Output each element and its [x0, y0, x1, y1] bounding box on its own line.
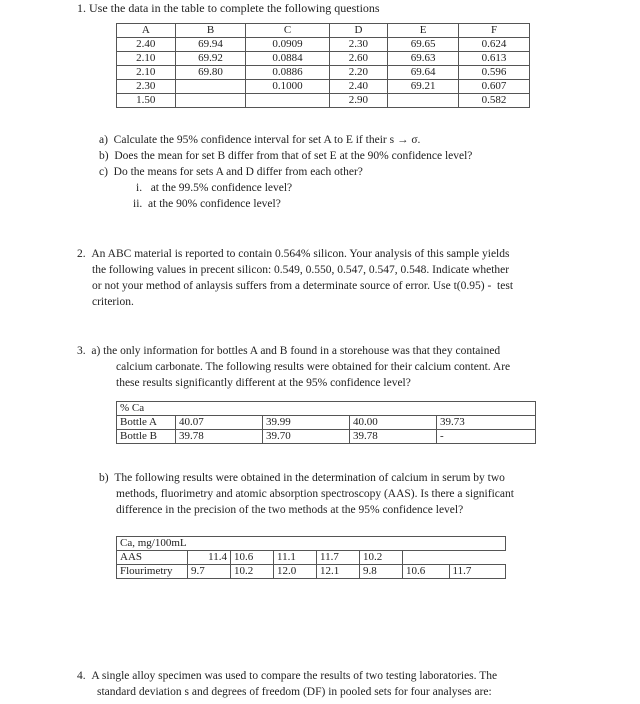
col-header-f: F [459, 24, 530, 38]
table-row [117, 52, 530, 66]
q2-line-3: or not your method of anlaysis suffers from a determinate source of error. Use t(0.95) - test [92, 280, 514, 292]
cell: 10.2 [360, 551, 403, 565]
table-row [117, 80, 530, 94]
cell: 69.64 [388, 66, 459, 80]
cell: 2.20 [329, 66, 388, 80]
table-row [117, 94, 530, 108]
table-row [117, 38, 530, 52]
cell: 2.30 [329, 38, 388, 52]
cell: 39.70 [263, 430, 350, 444]
cell: 0.0884 [246, 52, 329, 66]
bottle-calcium-table [116, 401, 536, 444]
q1-table-header-row [117, 24, 530, 38]
q1-part-a: a) Calculate the 95% confidence interval for set A to E if their s → σ. [99, 134, 421, 146]
cell: 39.78 [350, 430, 437, 444]
cell: 10.6 [231, 551, 274, 565]
q1-part-b: b) Does the mean for set B differ from that of set E at the 90% confidence level? [99, 150, 473, 162]
cell: 11.7 [317, 551, 360, 565]
cell: 2.40 [329, 80, 388, 94]
cell: 69.65 [388, 38, 459, 52]
row-label: AAS [117, 551, 188, 565]
cell: 69.63 [388, 52, 459, 66]
row-label: Bottle A [117, 416, 176, 430]
cell: 11.1 [274, 551, 317, 565]
serum-calcium-table [116, 536, 506, 579]
q2-line-2: the following values in precent silicon: 0.549, 0.550, 0.547, 0.547, 0.548. Indicate whether [92, 264, 510, 276]
cell: 0.624 [459, 38, 530, 52]
q3-a-line-1: 3. a) the only information for bottles A and B found in a storehouse was that they contained [77, 345, 501, 357]
cell: 12.0 [274, 565, 317, 579]
q3-b-line-2: methods, fluorimetry and atomic absorption spectroscopy (AAS). Is there a significant [116, 488, 514, 500]
cell: 2.10 [117, 52, 176, 66]
q4-line-2: standard deviation s and degrees of freedom (DF) in pooled sets for four analyses are: [97, 686, 492, 698]
cell [403, 551, 450, 565]
cell: 0.613 [459, 52, 530, 66]
col-header-a: A [117, 24, 176, 38]
cell: 2.90 [329, 94, 388, 108]
col-header-c: C [246, 24, 329, 38]
table-row [117, 66, 530, 80]
col-header-d: D [329, 24, 388, 38]
q1-part-c-i: i. at the 99.5% confidence level? [136, 182, 293, 194]
col-header-e: E [388, 24, 459, 38]
col-header-b: B [175, 24, 246, 38]
cell: 69.21 [388, 80, 459, 94]
table-row [117, 565, 506, 579]
cell [246, 94, 329, 108]
q1-data-table [116, 23, 530, 108]
table-row [117, 430, 536, 444]
cell: 69.80 [175, 66, 246, 80]
cell: 11.7 [449, 565, 506, 579]
cell: 39.99 [263, 416, 350, 430]
table-header-row [117, 537, 506, 551]
q1-title: 1. Use the data in the table to complete the following questions [77, 1, 380, 15]
cell: 1.50 [117, 94, 176, 108]
cell: 39.78 [176, 430, 263, 444]
table-row [117, 551, 506, 565]
cell: 69.92 [175, 52, 246, 66]
table-row [117, 416, 536, 430]
cell: 2.60 [329, 52, 388, 66]
cell: 10.2 [231, 565, 274, 579]
cell: 0.607 [459, 80, 530, 94]
cell: 40.00 [350, 416, 437, 430]
cell: 10.6 [403, 565, 450, 579]
cell: 2.30 [117, 80, 176, 94]
cell: - [437, 430, 536, 444]
cell: 12.1 [317, 565, 360, 579]
q3-b-line-1: b) The following results were obtained in the determination of calcium in serum by two [99, 472, 505, 484]
q3-a-line-3: these results significantly different at the 95% confidence level? [116, 377, 411, 389]
cell [175, 94, 246, 108]
cell: 11.4 [188, 551, 231, 565]
cell: 0.596 [459, 66, 530, 80]
table-header-row [117, 402, 536, 416]
table-header: Ca, mg/100mL [117, 537, 506, 551]
row-label: Flourimetry [117, 565, 188, 579]
cell: 69.94 [175, 38, 246, 52]
cell: 2.40 [117, 38, 176, 52]
cell: 0.0886 [246, 66, 329, 80]
cell: 39.73 [437, 416, 536, 430]
cell: 0.1000 [246, 80, 329, 94]
cell [388, 94, 459, 108]
q2-line-1: 2. An ABC material is reported to contain 0.564% silicon. Your analysis of this sample yields [77, 248, 510, 260]
cell [449, 551, 506, 565]
cell: 0.582 [459, 94, 530, 108]
q4-line-1: 4. A single alloy specimen was used to compare the results of two testing laboratories. The [77, 670, 498, 682]
q2-line-4: criterion. [92, 296, 134, 308]
cell [175, 80, 246, 94]
cell: 2.10 [117, 66, 176, 80]
cell: 9.7 [188, 565, 231, 579]
table-header: % Ca [117, 402, 536, 416]
q3-a-line-2: calcium carbonate. The following results were obtained for their calcium content. Are [116, 361, 511, 373]
q3-b-line-3: difference in the precision of the two methods at the 95% confidence level? [116, 504, 464, 516]
cell: 9.8 [360, 565, 403, 579]
q1-part-c: c) Do the means for sets A and D differ from each other? [99, 166, 363, 178]
cell: 0.0909 [246, 38, 329, 52]
row-label: Bottle B [117, 430, 176, 444]
q1-part-c-ii: ii. at the 90% confidence level? [133, 198, 281, 210]
cell: 40.07 [176, 416, 263, 430]
